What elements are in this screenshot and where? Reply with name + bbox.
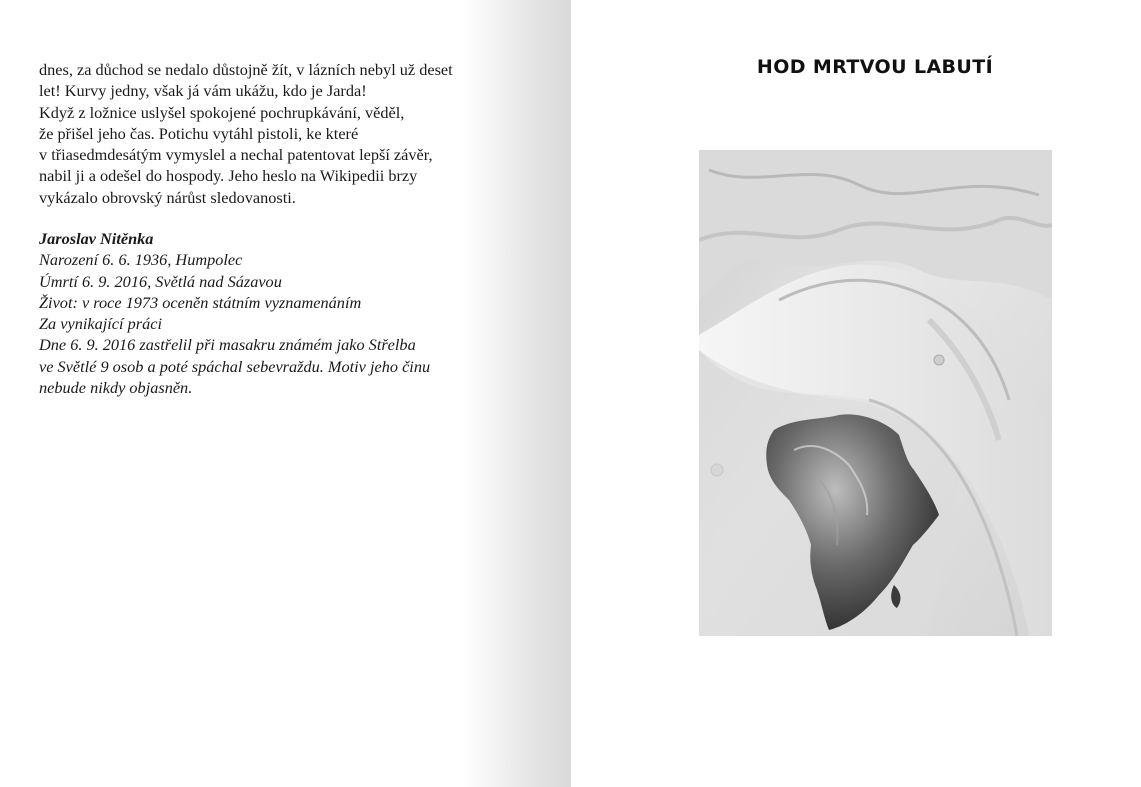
- prose-line: Když z ložnice uslyšel spokojené pochrupkávání, věděl,: [39, 102, 405, 122]
- biography-name: Jaroslav Nitěnka: [39, 229, 154, 248]
- page-title: HOD MRTVOU LABUTÍ: [756, 56, 994, 78]
- biography-line: Za vynikající práci: [39, 314, 162, 334]
- prose-line: let! Kurvy jedny, však já vám ukážu, kdo je Jarda!: [39, 81, 367, 101]
- biography-line: Dne 6. 9. 2016 zastřelil při masakru známém jako Střelba: [39, 335, 416, 355]
- biography-line: ve Světlé 9 osob a poté spáchal sebevraždu. Motiv jeho činu: [39, 356, 431, 376]
- biography-line: Úmrtí 6. 9. 2016, Světlá nad Sázavou: [39, 271, 282, 291]
- prose-line: nabil ji a odešel do hospody. Jeho heslo na Wikipedii brzy: [39, 166, 418, 186]
- right-page: [571, 0, 1141, 787]
- prose-line: že přišel jeho čas. Potichu vytáhl pistoli, ke které: [39, 123, 359, 143]
- biography-line: nebude nikdy objasněn.: [39, 378, 193, 398]
- biography-line: Narození 6. 6. 1936, Humpolec: [39, 250, 243, 270]
- prose-line: v třiasedmdesátým vymyslel a nechal patentovat lepší závěr,: [39, 145, 433, 165]
- shirt-africa-photo: [699, 150, 1052, 636]
- prose-paragraph: [39, 59, 509, 208]
- biography-block: [39, 228, 509, 398]
- prose-line: dnes, za důchod se nedalo důstojně žít, v lázních nebyl už deset: [39, 60, 453, 79]
- prose-line: vykázalo obrovský nárůst sledovanosti.: [39, 187, 296, 207]
- biography-line: Život: v roce 1973 oceněn státním vyznamenáním: [39, 292, 362, 312]
